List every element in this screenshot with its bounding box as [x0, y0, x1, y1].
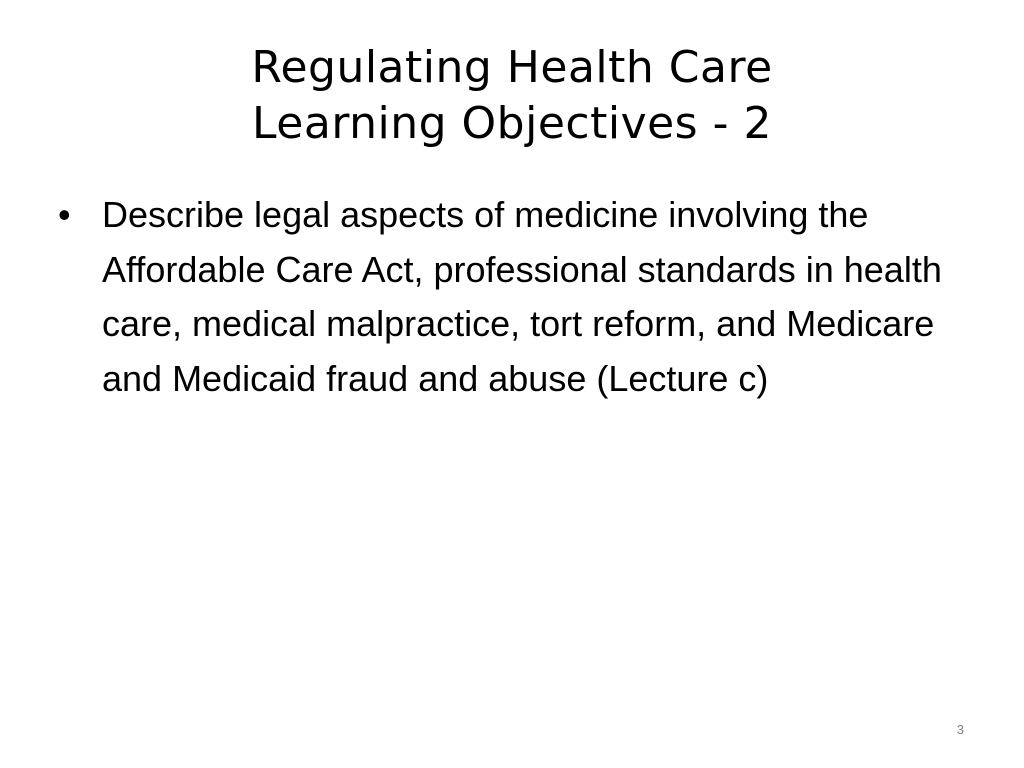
- bullet-list: [56, 188, 956, 406]
- slide-title: [0, 40, 1024, 152]
- title-line-2: Learning Objectives - 2: [252, 98, 772, 149]
- bullet-icon: •: [58, 194, 71, 235]
- bullet-text: Describe legal aspects of medicine involving the Affordable Care Act, professional standards in health care, medical malpractice, tort reform, and Medicare and Medicaid fraud and abuse (Lecture c): [102, 194, 942, 399]
- title-line-1: Regulating Health Care: [251, 42, 773, 93]
- bullet-item: [56, 188, 956, 406]
- slide-number: 3: [956, 722, 964, 737]
